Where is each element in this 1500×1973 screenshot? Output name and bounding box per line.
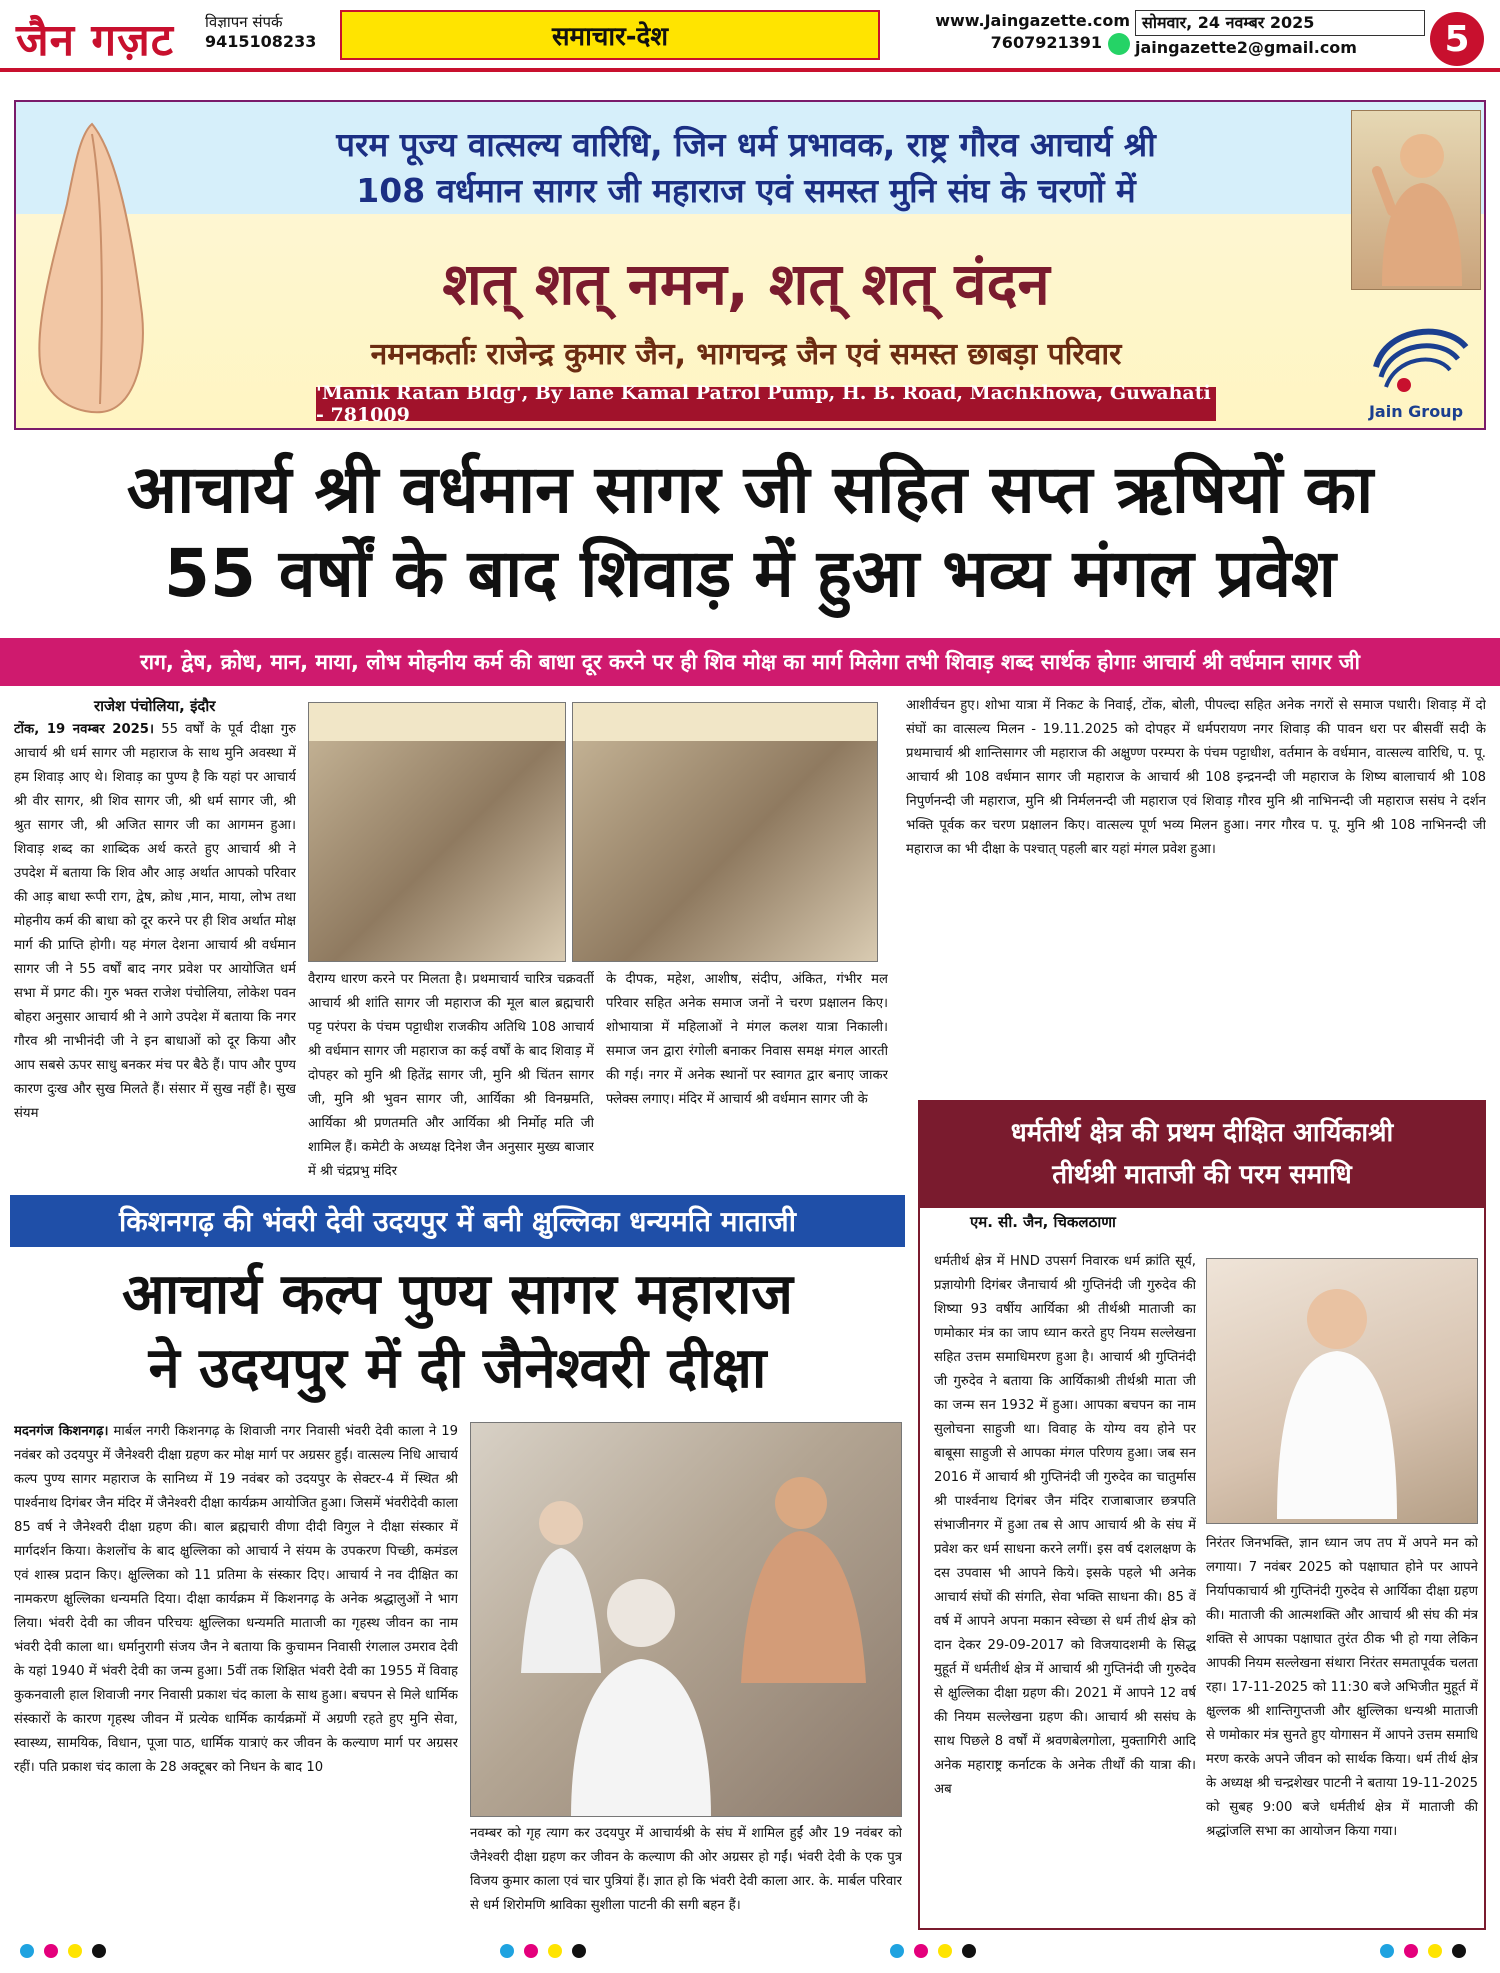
- lower-headline-line-2: ने उदयपुर में दी जैनेश्वरी दीक्षा: [148, 1336, 767, 1401]
- photo-charan-prakshalan: [572, 702, 878, 962]
- main-story-column-4: आशीर्वचन हुए। शोभा यात्रा में निकट के निवाई, टोंक, बोली, पीपल्दा सहित अनेक नगरों से समाज पधारी। शिवाड़ में दो संघों का वात्सल्य मिलन - 19.11.2025 को दोपहर में धर्मपरायण नगर शिवाड़ की पावन धरा पर बीसवीं सदी के प्रथमाचार्य श्री शान्तिसागर जी महाराज की अक्षुण्ण परम्परा के पंचम पट्टाधीश, वर्तमान के वर्धमान, वात्सल्य वारिधि, प. पू. आचार्य श्री 108 वर्धमान सागर जी महाराज के आचार्य श्री 108 इन्द्रनन्दी जी महाराज के शिष्य बालाचार्य श्री 108 निपुर्णनन्दी जी महाराज, मुनि श्री निर्मलनन्दी जी महाराज एवं शिवाड़ गौरव मुनि श्री नाभिनन्दी जी महाराज ससंघ ने दर्शन भक्ति पूर्वक कर चरण प्रक्षालन किए। वात्सल्य पूर्ण भव्य मिलन हुआ। नगर गौरव प. पू. मुनि श्री 108 नाभिनन्दी जी महाराज का भी दीक्षा के पश्चात् पहली बार यहां मंगल प्रवेश हुआ।: [906, 698, 1486, 857]
- tribute-line-1b: 108 वर्धमान सागर जी महाराज एवं समस्त मुनि संघ के चरणों में: [356, 171, 1136, 210]
- side-headline-line-2: तीर्थश्री माताजी की परम समाधि: [1052, 1160, 1352, 1190]
- photo-mataji: [1206, 1258, 1478, 1524]
- lower-story-column-2: नवम्बर को गृह त्याग कर उदयपुर में आचार्यश्री के संघ में शामिल हुईं और 19 नवंबर को जैनेश्वरी दीक्षा ग्रहण कर जीवन के कल्याण की ओर अग्रसर हो गईं। भंवरी देवी के एक पुत्र विजय कुमार काला एवं चार पुत्रियां हैं। ज्ञात हो कि भंवरी देवी काला आर. के. मार्बल परिवार से धर्म शिरोमणि श्राविका सुशीला पाटनी की सगी बहन हैं।: [470, 1826, 902, 1913]
- email-address[interactable]: jaingazette2@gmail.com: [1135, 38, 1357, 57]
- side-headline-line-1: धर्मतीर्थ क्षेत्र की प्रथम दीक्षित आर्यिकाश्री: [1010, 1118, 1394, 1148]
- website-info: [890, 10, 1130, 55]
- lower-story-column-1: [14, 1420, 458, 1930]
- yellow-dot: [938, 1944, 952, 1958]
- print-registration-marks-far-right: [1380, 1944, 1466, 1964]
- masthead: [0, 0, 1500, 72]
- magenta-dot: [44, 1944, 58, 1958]
- acharya-photo: [1351, 110, 1481, 290]
- photo-banner: [309, 703, 565, 741]
- magenta-dot: [524, 1944, 538, 1958]
- ad-contact-phone: 9415108233: [205, 32, 317, 51]
- photo-diksha-ceremony: [470, 1422, 902, 1817]
- main-subheadline: राग, द्वेष, क्रोध, मान, माया, लोभ मोहनीय कर्म की बाधा दूर करने पर ही शिव मोक्ष का मार्ग मिलेगा तभी शिवाड़ शब्द सार्थक होगाः आचार्य श्री वर्धमान सागर जी: [0, 638, 1500, 686]
- website-link[interactable]: www.Jaingazette.com: [935, 11, 1130, 30]
- lower-story-kicker: किशनगढ़ की भंवरी देवी उदयपुर में बनी क्षुल्लिका धन्यमति माताजी: [10, 1195, 905, 1247]
- tribute-salutation: शत् शत् नमन, शत् शत् वंदन: [442, 250, 1050, 318]
- brand-name: Jain Group: [1368, 402, 1464, 421]
- jain-group-logo: [1346, 307, 1486, 427]
- side-byline: एम. सी. जैन, चिकलठाणा: [970, 1213, 1116, 1231]
- black-dot: [572, 1944, 586, 1958]
- whatsapp-icon: [1108, 33, 1130, 55]
- cyan-dot: [20, 1944, 34, 1958]
- yellow-dot: [548, 1944, 562, 1958]
- lower-story-headline: [10, 1258, 905, 1406]
- main-story-column-3: के दीपक, महेश, आशीष, संदीप, अंकित, गंभीर मल परिवार सहित अनेक समाज जनों ने चरण प्रक्षालन किए। शोभायात्रा में महिलाओं ने मंगल कलश यात्रा निकाली। समाज जन द्वारा रंगोली बनाकर निवास समक्ष मंगल आरती की गई। नगर में अनेक स्थानों पर स्वागत द्वार बनाए जाकर फ्लेक्स लगाए। मंदिर में आचार्य श्री वर्धमान सागर जी के: [606, 972, 888, 1107]
- side-story-box: [918, 1200, 1486, 1930]
- yellow-dot: [68, 1944, 82, 1958]
- page-number: 5: [1430, 12, 1484, 66]
- yellow-dot: [1428, 1944, 1442, 1958]
- main-story-column-2: वैराग्य धारण करने पर मिलता है। प्रथमाचार्य चारित्र चक्रवर्ती आचार्य श्री शांति सागर जी महाराज की मूल बाल ब्रह्मचारी पट्ट परंपरा के पंचम पट्टाधीश राजकीय अतिथि 108 आचार्य श्री वर्धमान सागर जी महाराज का कई वर्षों के बाद शिवाड़ में दोपहर को मुनि श्री हितेंद्र सागर जी, मुनि श्री चिंतन सागर जी, मुनि श्री भुवन सागर जी, आर्यिका श्री विनम्रमति, आर्यिका श्री प्रणतमति और आर्यिका श्री निर्मोह मति जी शामिल हैं। कमेटी के अध्यक्ष दिनेश जैन अनुसार मुख्य बाजार में श्री चंद्रप्रभु मंदिर: [308, 972, 594, 1178]
- cyan-dot: [500, 1944, 514, 1958]
- main-dateline: टोंक, 19 नवम्बर 2025।: [14, 722, 154, 737]
- ad-contact-label: विज्ञापन संपर्क: [205, 13, 283, 31]
- side-story-column-2: निरंतर जिनभक्ति, ज्ञान ध्यान जप तप में अपने मन को लगाया। 7 नवंबर 2025 को पक्षाघात होने पर आपने निर्यापकाचार्य श्री गुप्तिनंदी गुरुदेव से आर्यिका दीक्षा ग्रहण की। माताजी की आत्मशक्ति और आचार्य श्री संघ की मंत्र शक्ति से आपका पक्षाघात तुरंत ठीक भी हो गया लेकिन आपकी नियम सल्लेखना संथारा निरंतर समतापूर्वक चलता रहा। 17-11-2025 को 11:30 बजे अभिजीत मुहूर्त में क्षुल्लक श्री शान्तिगुप्तजी और क्षुल्लिका धन्यश्री माताजी से णमोकार मंत्र सुनते हुए योगासन में आपने उत्तम समाधि मरण करके अपने जीवन को सार्थक किया। धर्म तीर्थ क्षेत्र के अध्यक्ष श्री चन्द्रशेखर पाटनी ने बताया 19-11-2025 को सुबह 9:00 बजे धर्मतीर्थ क्षेत्र में माताजी की श्रद्धांजलि सभा का आयोजन किया गया।: [1206, 1536, 1478, 1839]
- cyan-dot: [890, 1944, 904, 1958]
- whatsapp-number: 7607921391: [990, 33, 1102, 52]
- lower-dateline: मदनगंज किशनगढ़।: [14, 1424, 109, 1439]
- ad-contact: [205, 12, 316, 52]
- tribute-advertisement: [14, 100, 1486, 430]
- main-headline-line-2: 55 वर्षों के बाद शिवाड़ में हुआ भव्य मंगल प्रवेश: [164, 535, 1336, 612]
- side-story-headline: [918, 1100, 1486, 1208]
- photo-monks-assembly: [308, 702, 566, 962]
- side-story-column-1: धर्मतीर्थ क्षेत्र में HND उपसर्ग निवारक धर्म क्रांति सूर्य, प्रज्ञायोगी दिगंबर जैनाचार्य श्री गुप्तिनंदी जी गुरुदेव की शिष्या 93 वर्षीय आर्यिका श्री तीर्थश्री माताजी का णमोकार मंत्र का जाप ध्यान करते हुए नियम सल्लेखना सहित उत्तम समाधिमरण हुआ है। आचार्य श्री गुप्तिनंदी जी गुरुदेव ने बताया कि आर्यिकाश्री तीर्थश्री माता जी का जन्म सन 1932 में हुआ। आपका बचपन का नाम सुलोचना साहुजी था। विवाह के योग्य वय होने पर बाबूसा साहुजी से आपका मंगल परिणय हुआ। जब सन 2016 में आचार्य श्री गुप्तिनंदी जी गुरुदेव का चातुर्मास श्री पार्श्वनाथ दिगंबर जैन मंदिर राजाबाजार छत्रपति संभाजीनगर में हुआ तब से आप आचार्य श्री के संघ में प्रवेश कर धर्म साधना करने लगीं। इस वर्ष दशलक्षण के दस उपवास भी आपने किये। इसके पहले भी अनेक आचार्य संघों की संगति, सेवा भक्ति साधना की। 85 वें वर्ष में आपने अपना मकान स्वेच्छा से धर्म तीर्थ क्षेत्र को दान देकर 29-09-2017 को विजयादशमी के सिद्ध मुहूर्त में धर्मतीर्थ क्षेत्र में आचार्य श्री गुप्तिनंदी जी गुरुदेव से क्षुल्लिका दीक्षा ग्रहण की। 2021 में आपने 12 वर्ष की नियम सल्लेखना ग्रहण की। आचार्य श्री ससंघ के साथ पिछले 8 वर्षों में श्रवणबेलगोला, मुक्तागिरी आदि अनेक महाराष्ट्र कर्नाटक के अनेक तीर्थों की यात्रा की। अब: [934, 1254, 1196, 1797]
- section-banner: समाचार-देश: [340, 10, 880, 60]
- magenta-dot: [914, 1944, 928, 1958]
- tribute-offered-by: नमनकर्ताः राजेन्द्र कुमार जैन, भागचन्द्र जैन एवं समस्त छाबड़ा परिवार: [370, 337, 1122, 372]
- lower-headline-line-1: आचार्य कल्प पुण्य सागर महाराज: [122, 1262, 793, 1327]
- cyan-dot: [1380, 1944, 1394, 1958]
- tribute-address: 'Manik Ratan Bldg', By lane Kamal Patrol Pump, H. B. Road, Machkhowa, Guwahati - 781009: [316, 387, 1216, 421]
- print-registration-marks-left: [20, 1944, 106, 1964]
- main-headline: [0, 448, 1500, 616]
- main-byline: राजेश पंचोलिया, इंदौर: [94, 697, 216, 715]
- black-dot: [1452, 1944, 1466, 1958]
- tribute-line-1a: परम पूज्य वात्सल्य वारिधि, जिन धर्म प्रभावक, राष्ट्र गौरव आचार्य श्री: [336, 125, 1156, 164]
- main-headline-line-1: आचार्य श्री वर्धमान सागर जी सहित सप्त ऋषियों का: [126, 451, 1374, 528]
- tribute-line-1: [146, 122, 1346, 214]
- print-registration-marks-center: [500, 1944, 586, 1964]
- issue-date: सोमवार, 24 नवम्बर 2025: [1135, 10, 1425, 36]
- photo-banner: [573, 703, 877, 741]
- lower-body-1: मार्बल नगरी किशनगढ़ के शिवाजी नगर निवासी भंवरी देवी काला ने 19 नवंबर को उदयपुर में जैनेश्वरी दीक्षा ग्रहण कर मोक्ष मार्ग पर अग्रसर हुईं। वात्सल्य निधि आचार्य कल्प पुण्य सागर महाराज के सानिध्य में 19 नवंबर को उदयपुर के सेक्टर-4 में स्थित श्री पार्श्वनाथ दिगंबर जैन मंदिर में जैनेश्वरी दीक्षा कार्यक्रम आयोजित हुआ। जिसमें भंवरीदेवी काला 85 वर्ष ने जैनेश्वरी दीक्षा ग्रहण की। बाल ब्रह्मचारी वीणा दीदी विगुल ने दीक्षा संस्कार में मार्गदर्शन किया। केशलोंच के बाद क्षुल्लिका को आचार्य ने संयम के उपकरण पिच्छी, कमंडल एवं शास्त्र प्रदान किए। क्षुल्लिका को 11 प्रतिमा के संस्कार दिए। आचार्य ने नव दीक्षित का नामकरण क्षुल्लिका धन्यमति दिया। दीक्षा कार्यक्रम में किशनगढ़ के अनेक श्रद्धालुओं ने भाग लिया। भंवरी देवी का जीवन परिचयः क्षुल्लिका धन्यमति माताजी का गृहस्थ जीवन का नाम भंवरी देवी काला था। धर्मानुरागी संजय जैन ने बताया कि कुचामन निवासी रंगलाल उमराव देवी के यहां 1940 में भंवरी देवी का जन्म हुआ। 5वीं तक शिक्षित भंवरी देवी का 1955 में विवाह कुकनवाली हाल शिवाजी नगर निवासी प्रकाश चंद काला के साथ हुआ। बचपन से मिले धार्मिक संस्कारों के कारण गृहस्थ जीवन में प्रत्येक धार्मिक कार्यक्रमों में अग्रणी रहते हुए मुनि सेवा, स्वास्थ्य, सामयिक, विधान, पूजा पाठ, धार्मिक यात्राएं कर जीवन के कल्याण मार्ग पर अग्रसर रहीं। पति प्रकाश चंद काला के 28 अक्टूबर को निधन के बाद 10: [14, 1424, 458, 1775]
- newspaper-logo: जैन गज़ट: [16, 15, 174, 66]
- print-registration-marks-right: [890, 1944, 976, 1964]
- magenta-dot: [1404, 1944, 1418, 1958]
- black-dot: [92, 1944, 106, 1958]
- date-info: [1135, 10, 1425, 60]
- main-story-column-1: [14, 694, 296, 1164]
- main-col1-text: 55 वर्षों के पूर्व दीक्षा गुरु आचार्य श्री धर्म सागर जी महाराज के साथ मुनि अवस्था में हम शिवाड़ आए थे। शिवाड़ का पुण्य है कि यहां पर आचार्य श्री वीर सागर, श्री शिव सागर जी, श्री धर्म सागर जी, श्री श्रुत सागर जी, श्री अजित सागर जी का आगमन हुआ। शिवाड़ शब्द का शाब्दिक अर्थ करते हुए आचार्य श्री ने उपदेश में बताया कि शिव और आड़ अर्थात आपको परिवार की आड़ बाधा रूपी राग, द्वेष, क्रोध ,मान, माया, लोभ तथा मोहनीय कर्म की बाधा को दूर करने पर ही शिव अर्थात मोक्ष मार्ग की प्राप्ति होगी। यह मंगल देशना आचार्य श्री वर्धमान सागर जी ने 55 वर्षों बाद नगर प्रवेश पर आयोजित धर्म सभा में प्रगट की। गुरु भक्त राजेश पंचोलिया, लोकेश पवन बोहरा अनुसार आचार्य श्री ने आगे उपदेश में बताया कि नगर गौरव श्री नाभीनंदी जी ने इन बाधाओं को दूर किया और आप सबसे ऊपर साधु बनकर मंच पर बैठे हैं। पाप और पुण्य कारण दुःख और सुख मिलते हैं। संसार में सुख नहीं है। सुख संयम: [14, 722, 296, 1121]
- black-dot: [962, 1944, 976, 1958]
